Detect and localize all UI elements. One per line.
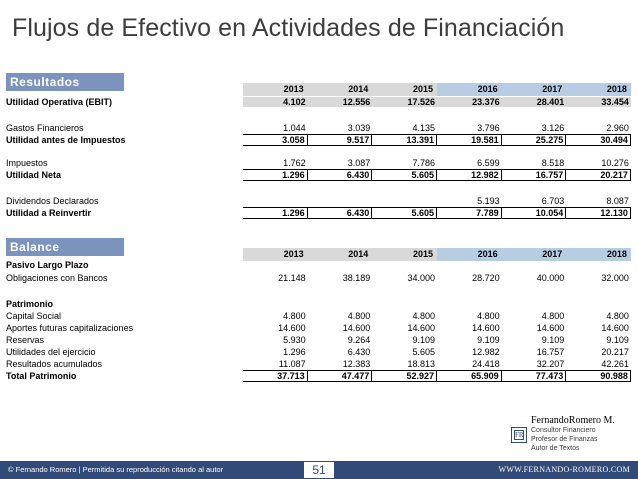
cell: 9.109 <box>412 335 435 345</box>
table-row-patrimonio-header <box>6 298 631 310</box>
row-label: Utilidad antes de Impuestos <box>6 135 126 145</box>
cell: 2.960 <box>606 123 629 133</box>
table-row-reinvertir <box>6 207 631 219</box>
cell: 38.189 <box>342 273 371 283</box>
cell: 5.930 <box>283 335 306 345</box>
cell: 10.276 <box>601 158 629 168</box>
cell: 17.526 <box>372 97 437 107</box>
footer-copyright: © Fernando Romero | Permitida su reproducción citando al autor <box>8 465 224 474</box>
cell: 4.800 <box>412 311 435 321</box>
logo-initials: FR <box>515 431 524 439</box>
cell: 7.786 <box>412 158 435 168</box>
table-row-antes-impuestos <box>6 134 631 146</box>
logo-subtitle: Consultor Financiero <box>531 427 596 434</box>
cell: 19.581 <box>437 134 502 146</box>
table-row-resultados-acumulados <box>6 358 631 370</box>
cell: 3.058 <box>243 134 308 146</box>
cell: 6.599 <box>477 158 500 168</box>
logo-icon <box>511 427 527 443</box>
cell: 28.720 <box>472 273 500 283</box>
cell: 6.703 <box>541 196 565 206</box>
row-label: Utilidad Operativa (EBIT) <box>6 97 113 107</box>
cell: 28.401 <box>502 97 567 107</box>
cell: 7.789 <box>437 207 502 219</box>
cell: 20.217 <box>601 347 629 357</box>
logo-subtitle: Autor de Textos <box>531 445 580 452</box>
cell: 4.102 <box>243 97 308 107</box>
row-label: Total Patrimonio <box>6 371 77 381</box>
cell: 16.757 <box>536 347 565 357</box>
cell: 14.600 <box>601 323 629 333</box>
cell: 65.909 <box>437 370 502 382</box>
table-row-ebit <box>6 96 631 108</box>
footer-website[interactable]: WWW.FERNANDO-ROMERO.COM <box>498 465 630 474</box>
cell: 3.039 <box>347 123 371 133</box>
cell: 90.988 <box>566 370 631 382</box>
cell: 25.275 <box>502 134 567 146</box>
table-row-pasivo-header <box>6 259 631 271</box>
cell: 18.813 <box>407 359 435 369</box>
row-label: Utilidades del ejercicio <box>6 347 96 357</box>
table-row-aportes <box>6 322 631 334</box>
year-header-cell: 2017 <box>502 83 567 96</box>
cell: 9.264 <box>347 335 371 345</box>
cell: 4.800 <box>477 311 500 321</box>
cell: 42.261 <box>601 359 629 369</box>
row-label: Dividendos Declarados <box>6 196 99 206</box>
cell: 12.383 <box>342 359 371 369</box>
cell: 10.054 <box>502 207 567 219</box>
cell: 52.927 <box>372 370 437 382</box>
table-row-utilidades-ejercicio <box>6 346 631 358</box>
cell: 14.600 <box>407 323 435 333</box>
page-title: Flujos de Efectivo en Actividades de Financiación <box>12 14 565 42</box>
cell: 5.605 <box>372 169 437 181</box>
cell: 5.605 <box>372 207 437 219</box>
cell: 1.296 <box>243 207 308 219</box>
cell: 1.296 <box>243 169 308 181</box>
row-label: Obligaciones con Bancos <box>6 273 108 283</box>
cell: 30.494 <box>566 134 631 146</box>
cell: 24.418 <box>472 359 500 369</box>
cell: 32.000 <box>601 273 629 283</box>
cell: 8.518 <box>541 158 565 168</box>
cell: 6.430 <box>347 347 371 357</box>
row-label: Capital Social <box>6 311 62 321</box>
cell: 21.148 <box>278 273 306 283</box>
cell: 11.087 <box>278 359 306 369</box>
cell: 6.430 <box>308 207 373 219</box>
cell: 32.207 <box>536 359 565 369</box>
cell: 9.109 <box>541 335 565 345</box>
cell: 4.135 <box>412 123 435 133</box>
year-header-cell: 2015 <box>412 84 433 94</box>
cell: 3.126 <box>541 123 565 133</box>
cell: 9.109 <box>606 335 629 345</box>
year-header-cell: 2016 <box>437 248 502 261</box>
section-label-balance: Balance <box>6 238 124 256</box>
cell: 16.757 <box>502 169 567 181</box>
table-row-total-patrimonio <box>6 370 631 382</box>
row-label: Patrimonio <box>6 299 54 309</box>
cell: 8.087 <box>606 196 629 206</box>
cell: 23.376 <box>437 97 502 107</box>
cell: 4.800 <box>541 311 565 321</box>
resultados-year-header <box>243 83 631 96</box>
logo-name: FernandoRomero M. <box>531 415 615 426</box>
year-header-cell: 2015 <box>412 249 433 259</box>
cell: 9.517 <box>308 134 373 146</box>
year-header-cell: 2017 <box>502 248 567 261</box>
cell: 3.087 <box>347 158 371 168</box>
cell: 4.800 <box>283 311 306 321</box>
cell: 12.982 <box>472 347 500 357</box>
cell: 4.800 <box>606 311 629 321</box>
page-number: 51 <box>304 462 334 478</box>
table-row-impuestos <box>6 157 631 169</box>
table-row-capital <box>6 310 631 322</box>
row-label: Resultados acumulados <box>6 359 103 369</box>
cell: 13.391 <box>372 134 437 146</box>
cell: 5.605 <box>412 347 435 357</box>
cell: 4.800 <box>347 311 371 321</box>
cell: 37.713 <box>243 370 308 382</box>
cell: 14.600 <box>342 323 371 333</box>
cell: 6.430 <box>308 169 373 181</box>
year-header-cell: 2013 <box>283 249 304 259</box>
cell: 9.109 <box>477 335 500 345</box>
cell: 5.193 <box>477 196 500 206</box>
row-label: Utilidad Neta <box>6 170 62 180</box>
table-row-dividendos <box>6 195 631 207</box>
row-label: Aportes futuras capitalizaciones <box>6 323 134 333</box>
year-header-cell: 2013 <box>283 84 304 94</box>
cell: 12.556 <box>308 97 373 107</box>
year-header-cell: 2018 <box>566 83 631 96</box>
year-header-cell: 2014 <box>348 249 369 259</box>
cell: 1.762 <box>283 158 306 168</box>
year-header-cell: 2018 <box>566 248 631 261</box>
cell: 33.454 <box>566 97 631 107</box>
cell: 1.044 <box>283 123 306 133</box>
row-label: Gastos Financieros <box>6 123 84 133</box>
cell: 14.600 <box>472 323 500 333</box>
logo-subtitle: Profesor de Finanzas <box>531 436 598 443</box>
row-label: Pasivo Largo Plazo <box>6 260 89 270</box>
row-label: Impuestos <box>6 158 48 168</box>
cell: 3.796 <box>477 123 500 133</box>
row-label: Reservas <box>6 335 45 345</box>
table-row-reservas <box>6 334 631 346</box>
cell: 1.296 <box>283 347 306 357</box>
cell: 40.000 <box>536 273 565 283</box>
table-row-obligaciones <box>6 272 631 284</box>
row-label: Utilidad a Reinvertir <box>6 208 92 218</box>
cell: 77.473 <box>502 370 567 382</box>
cell: 47.477 <box>308 370 373 382</box>
footer-bar <box>0 461 638 479</box>
cell: 34.000 <box>407 273 435 283</box>
cell: 14.600 <box>278 323 306 333</box>
section-label-resultados: Resultados <box>6 73 124 91</box>
cell: 12.130 <box>566 207 631 219</box>
cell: 20.217 <box>566 169 631 181</box>
table-row-gastos <box>6 122 631 134</box>
cell: 12.982 <box>437 169 502 181</box>
year-header-cell: 2016 <box>437 83 502 96</box>
table-row-utilidad-neta <box>6 169 631 181</box>
year-header-cell: 2014 <box>348 84 369 94</box>
cell: 14.600 <box>536 323 565 333</box>
